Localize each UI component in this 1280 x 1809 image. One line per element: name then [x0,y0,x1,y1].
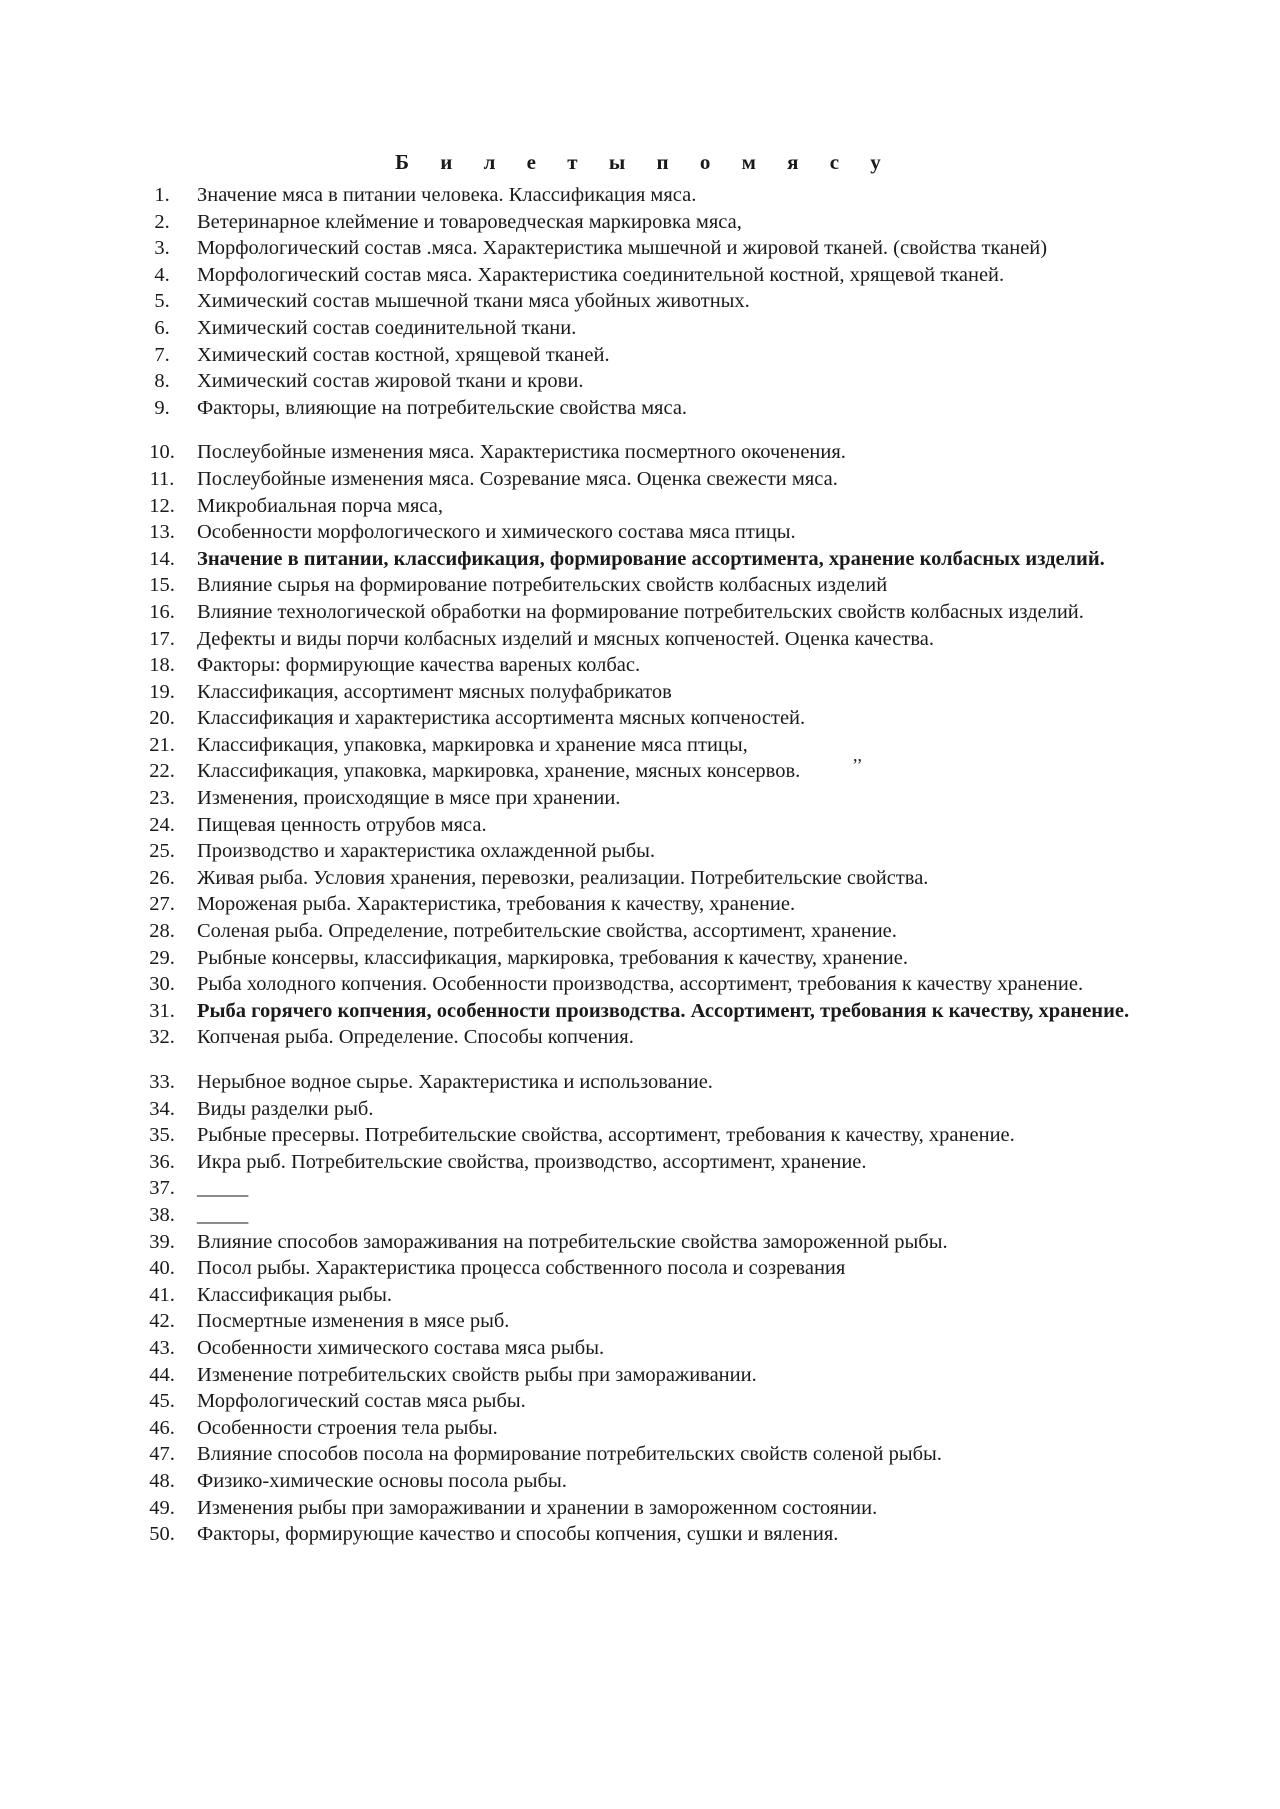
item-text: Изменение потребительских свойств рыбы при замораживании. [197,1363,757,1386]
item-text: Живая рыба. Условия хранения, перевозки, реализации. Потребительские свойства. [197,866,929,889]
item-number: 13. [149,521,175,544]
item-text: Классификация, ассортимент мясных полуфабрикатов [197,680,672,703]
list-item [102,599,1182,626]
item-number: 18. [149,654,175,677]
list-item [102,1308,1182,1335]
item-text: Влияние способов замораживания на потребительские свойства замороженной рыбы. [197,1230,948,1253]
item-number: 22. [149,760,175,783]
item-text: Пищевая ценность отрубов мяса. [197,813,487,836]
item-text: Мороженая рыба. Характеристика, требования к качеству, хранение. [197,893,796,916]
item-text: Икра рыб. Потребительские свойства, производство, ассортимент, хранение. [197,1150,867,1173]
item-text: Посмертные изменения в мясе рыб. [197,1310,510,1333]
item-text: Рыбные пресервы. Потребительские свойства, ассортимент, требования к качеству, хранение. [197,1124,1015,1147]
item-number: 40. [149,1257,175,1280]
item-text: Классификация рыбы. [197,1283,393,1306]
item-text: Особенности строения тела рыбы. [197,1416,498,1439]
item-text: Химический состав мышечной ткани мяса убойных животных. [197,290,750,313]
item-number: 38. [149,1203,175,1226]
list-item [102,1415,1182,1442]
ticket-list [102,182,1182,1548]
item-number: 32. [149,1026,175,1049]
item-number: 5. [154,290,170,313]
list-item [102,1521,1182,1548]
list-item [102,1122,1182,1149]
item-text: Виды разделки рыб. [197,1097,374,1120]
item-text: Ветеринарное клеймение и товароведческая маркировка мяса, [197,210,742,233]
list-item [102,519,1182,546]
list-item [102,865,1182,892]
item-number: 19. [149,680,175,703]
list-item [102,838,1182,865]
list-item [102,732,1182,759]
list-item [102,288,1182,315]
item-text: Факторы: формирующие качества вареных колбас. [197,654,641,677]
item-text: Химический состав костной, хрящевой тканей. [197,343,610,366]
item-text: Классификация и характеристика ассортимента мясных копченостей. [197,707,806,730]
item-number: 25. [149,840,175,863]
item-number: 42. [149,1310,175,1333]
item-number: 24. [149,813,175,836]
item-text: Химический состав жировой ткани и крови. [197,370,584,393]
list-item [102,262,1182,289]
item-number: 21. [149,733,175,756]
item-text: Влияние способов посола на формирование потребительских свойств соленой рыбы. [197,1443,942,1466]
list-item [102,1069,1182,1096]
item-number: 11. [149,467,175,490]
item-number: 6. [154,316,170,339]
list-item [102,785,1182,812]
list-item [102,652,1182,679]
item-number: 15. [149,574,175,597]
item-number: 27. [149,893,175,916]
list-item [102,812,1182,839]
list-item [102,1441,1182,1468]
item-text: Морфологический состав мяса. Характеристика соединительной костной, хрящевой тканей. [197,263,1005,286]
list-item [102,626,1182,653]
item-number: 36. [149,1150,175,1173]
list-item [102,1175,1182,1202]
list-item [102,493,1182,520]
item-text: Влияние технологической обработки на формирование потребительских свойств колбасных изделий. [197,600,1084,623]
item-number: 3. [154,237,170,260]
item-number: 45. [149,1390,175,1413]
item-number: 43. [149,1336,175,1359]
item-number: 16. [149,600,175,623]
item-text: Соленая рыба. Определение, потребительские свойства, ассортимент, хранение. [197,920,897,943]
item-number: 47. [149,1443,175,1466]
item-text: Изменения, происходящие в мясе при хранении. [197,787,621,810]
item-text: Копченая рыба. Определение. Способы копчения. [197,1026,634,1049]
item-text: Рыба холодного копчения. Особенности производства, ассортимент, требования к качеству хранение. [197,973,1084,996]
item-text: Особенности морфологического и химического состава мяса птицы. [197,521,796,544]
item-number: 20. [149,707,175,730]
item-number: 34. [149,1097,175,1120]
item-text: Особенности химического состава мяса рыбы. [197,1336,605,1359]
item-number: 33. [149,1071,175,1093]
list-item [102,705,1182,732]
item-text: Физико-химические основы посола рыбы. [197,1469,567,1492]
item-text: Химический состав соединительной ткани. [197,316,577,339]
item-text: Послеубойные изменения мяса. Созревание мяса. Оценка свежести мяса. [197,467,838,490]
item-number: 50. [149,1523,175,1546]
item-text: _____ [197,1177,249,1200]
list-item [102,1255,1182,1282]
list-item [102,918,1182,945]
list-item [102,209,1182,236]
item-text: Влияние сырья на формирование потребительских свойств колбасных изделий [197,574,888,597]
item-text: _____ [197,1203,249,1226]
item-number: 35. [149,1124,175,1147]
item-number: 26. [149,866,175,889]
item-text: Изменения рыбы при замораживании и хранении в замороженном состоянии. [197,1496,878,1519]
list-item [102,342,1182,369]
item-text: Классификация, упаковка, маркировка и хранение мяса птицы, [197,733,748,756]
list-item [102,758,1182,785]
item-text: Морфологический состав .мяса. Характеристика мышечной и жировой тканей. (свойства тканей) [197,237,1048,260]
item-text: Морфологический состав мяса рыбы. [197,1390,526,1413]
stray-mark: ,, [853,745,862,765]
item-text: Рыбные консервы, классификация, маркировка, требования к качеству, хранение. [197,946,908,969]
item-number: 14. [149,547,175,570]
item-text: Нерыбное водное сырье. Характеристика и использование. [197,1071,713,1093]
list-item [102,1495,1182,1522]
list-item [102,182,1182,209]
item-number: 39. [149,1230,175,1253]
item-number: 48. [149,1469,175,1492]
document-title: Б и л е т ы п о м я с у [395,150,885,174]
item-text: Производство и характеристика охлажденной рыбы. [197,840,656,863]
item-number: 29. [149,946,175,969]
list-item [102,998,1182,1025]
list-item [102,572,1182,599]
item-number: 2. [154,210,170,233]
list-item [102,395,1182,422]
item-text: Факторы, влияющие на потребительские свойства мяса. [197,396,688,419]
item-number: 30. [149,973,175,996]
list-item [102,679,1182,706]
list-item [102,1282,1182,1309]
item-number: 46. [149,1416,175,1439]
list-item [102,891,1182,918]
item-text: Классификация, упаковка, маркировка, хранение, мясных консервов. [197,760,801,783]
item-text: Послеубойные изменения мяса. Характеристика посмертного окоченения. [197,441,846,464]
list-item [102,235,1182,262]
list-item [102,945,1182,972]
list-item [102,1335,1182,1362]
item-number: 9. [154,396,170,419]
list-item [102,1149,1182,1176]
list-item [102,315,1182,342]
list-item [102,971,1182,998]
list-item [102,1388,1182,1415]
item-number: 41. [149,1283,175,1306]
list-item [102,466,1182,493]
item-number: 1. [154,184,170,206]
list-item [102,439,1182,466]
item-text: Рыба горячего копчения, особенности производства. Ассортимент, требования к качеству, хранение. [197,999,1130,1022]
item-number: 8. [154,370,170,393]
list-item [102,546,1182,573]
item-text: Дефекты и виды порчи колбасных изделий и мясных копченостей. Оценка качества. [197,627,934,650]
item-number: 4. [154,263,170,286]
list-item [102,1468,1182,1495]
item-number: 31. [149,999,175,1022]
item-number: 28. [149,920,175,943]
item-text: Посол рыбы. Характеристика процесса собственного посола и созревания [197,1257,846,1280]
item-number: 7. [154,343,170,366]
item-number: 49. [149,1496,175,1519]
item-text: Значение в питании, классификация, формирование ассортимента, хранение колбасных изделий. [197,547,1105,570]
item-text: Факторы, формирующие качество и способы копчения, сушки и вяления. [197,1523,839,1546]
list-item [102,1096,1182,1123]
item-number: 44. [149,1363,175,1386]
item-number: 23. [149,787,175,810]
item-number: 10. [149,441,175,464]
list-item [102,1229,1182,1256]
list-item [102,1362,1182,1389]
item-number: 12. [149,494,175,517]
item-number: 37. [149,1177,175,1200]
list-item [102,1024,1182,1051]
item-text: Микробиальная порча мяса, [197,494,444,517]
list-item [102,1202,1182,1229]
item-number: 17. [149,627,175,650]
item-text: Значение мяса в питании человека. Классификация мяса. [197,184,697,206]
list-item [102,368,1182,395]
